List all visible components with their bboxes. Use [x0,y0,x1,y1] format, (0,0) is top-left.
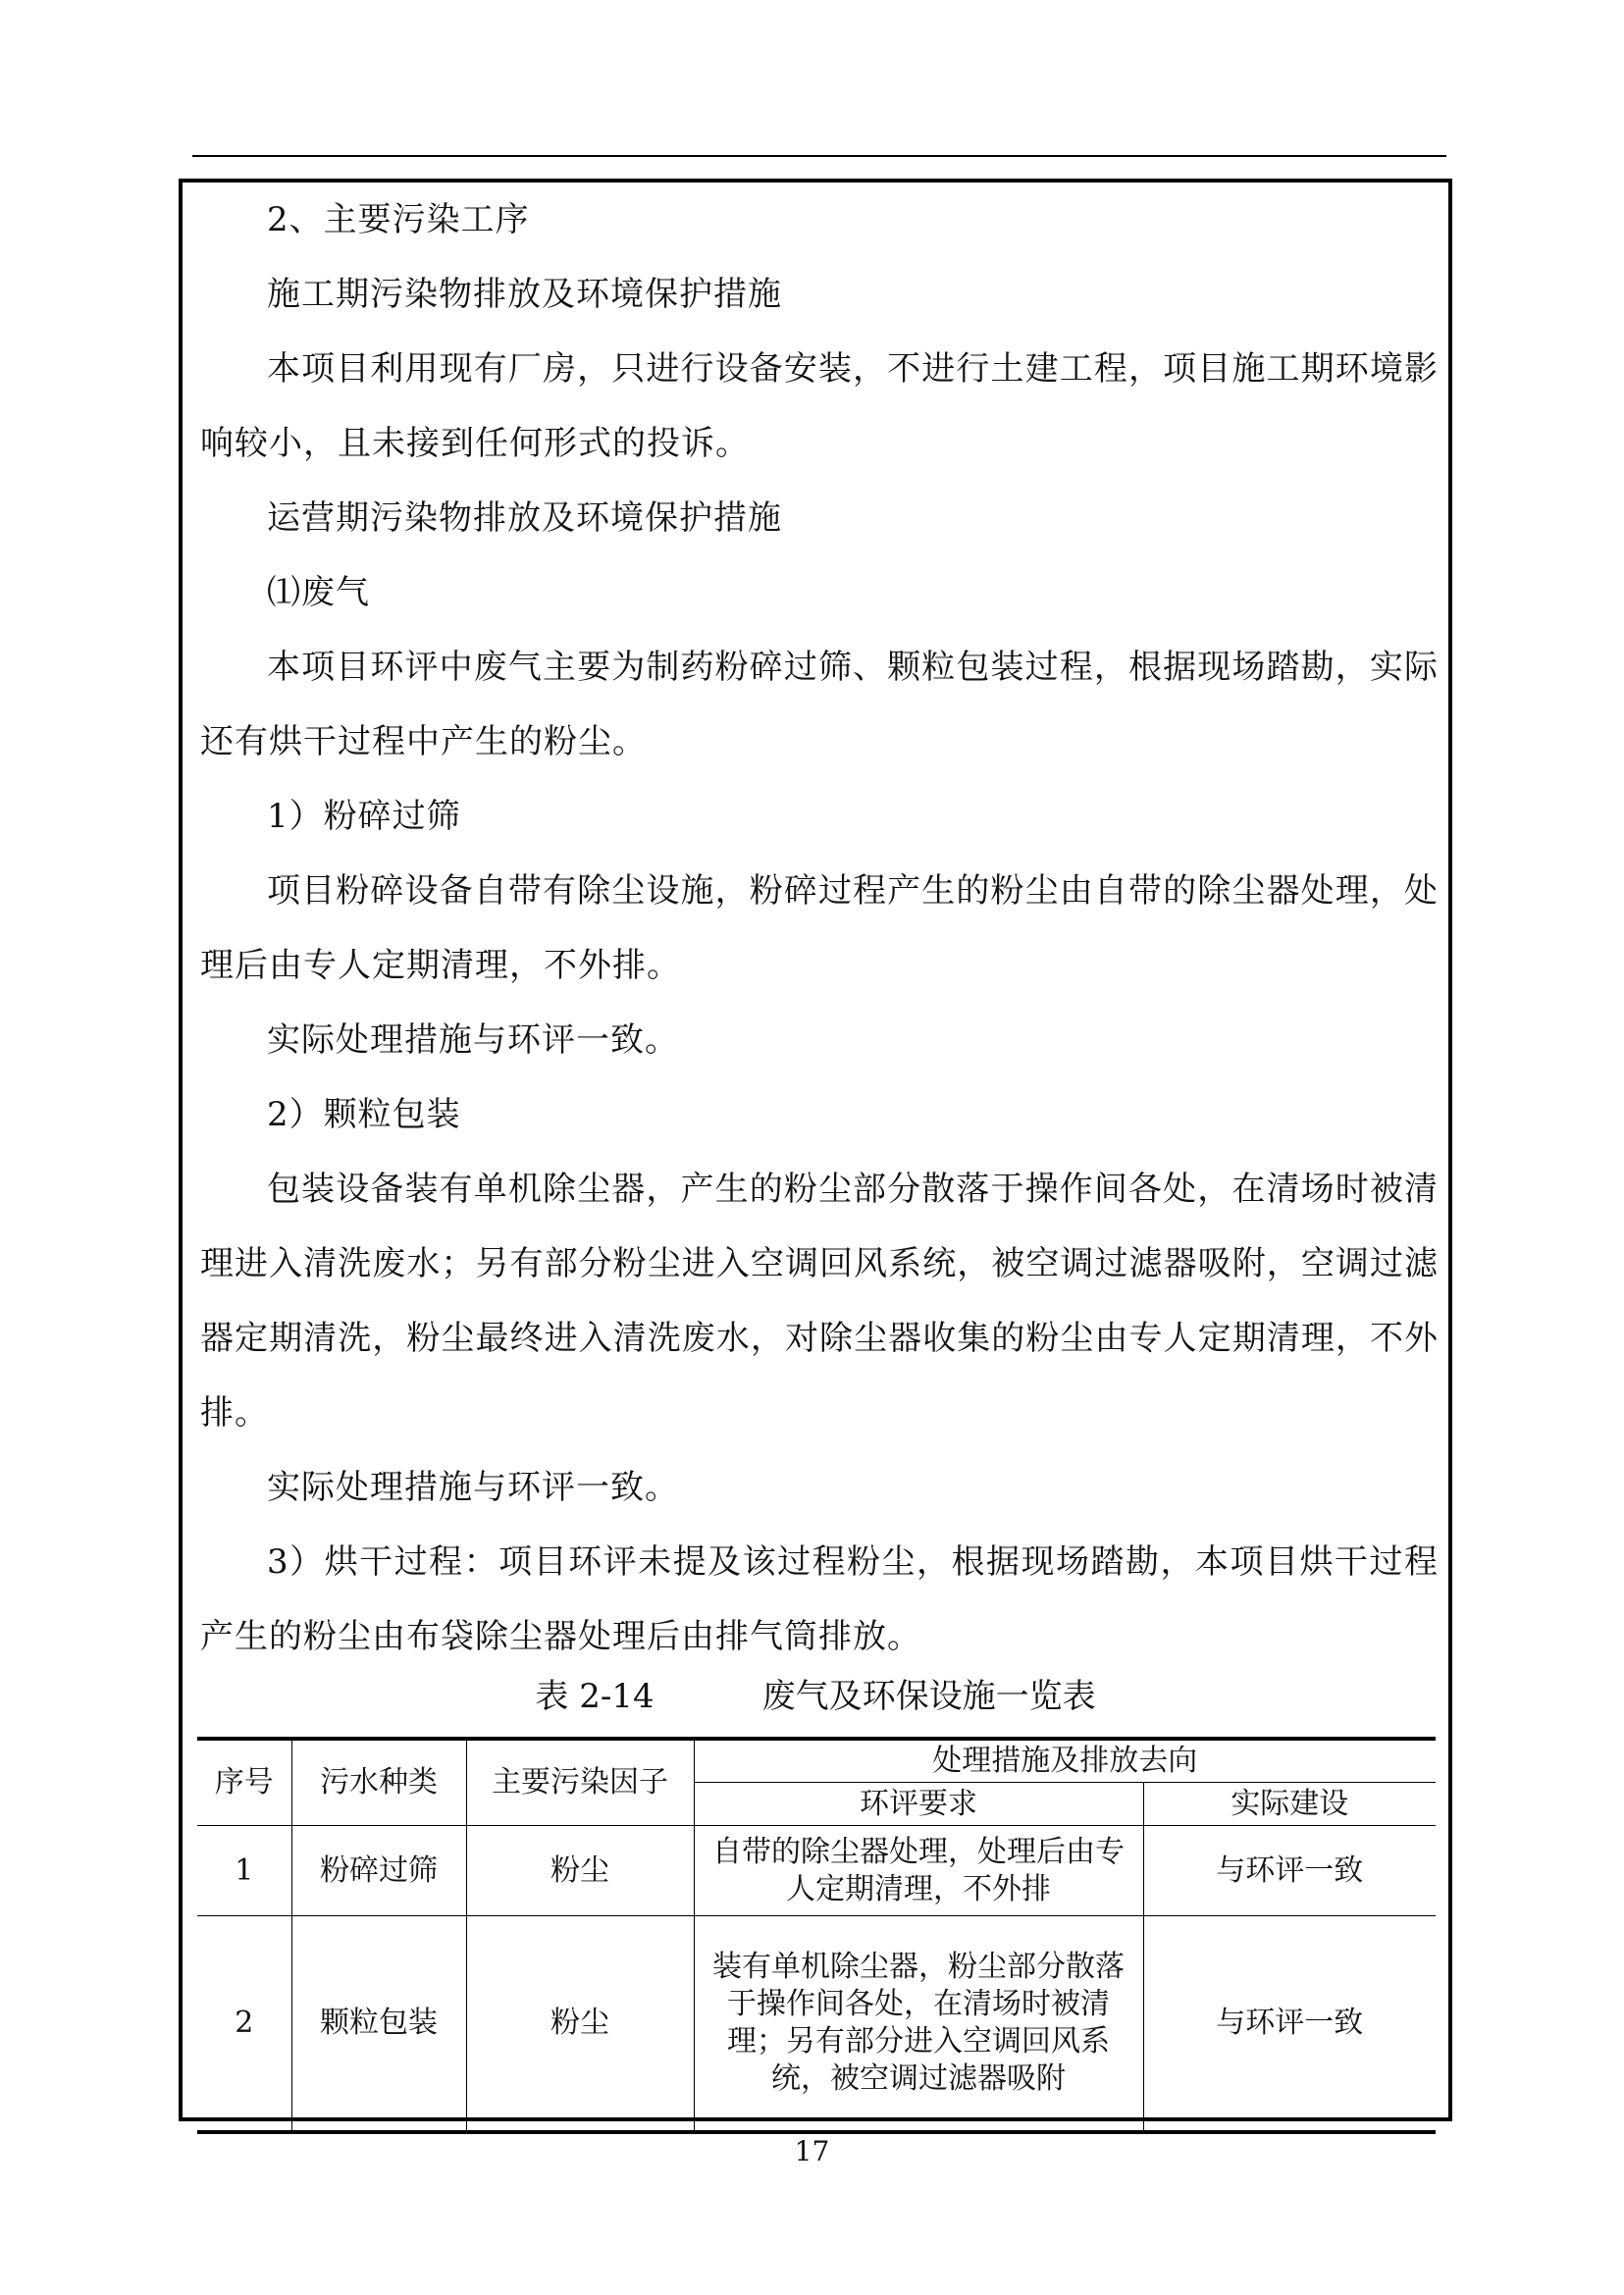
subheading-operation: 运营期污染物排放及环境保护措施 [267,498,782,538]
table-caption [183,1672,1448,1721]
table-title: 废气及环保设施一览表 [761,1677,1096,1716]
body-text [200,183,1439,1674]
paragraph-packaging: 包装设备装有单机除尘器，产生的粉尘部分散落于操作间各处，在清场时被清理进入清洗废水；另有部分粉尘进入空调回风系统，被空调过滤器吸附，空调过滤器定期清洗，粉尘最终进入清洗废水，对除尘器收集的粉尘由专人定期清理，不外排。 [200,1170,1439,1433]
item-heading-packaging: 2）颗粒包装 [267,1095,461,1134]
header-measures: 处理措施及排放去向 [694,1739,1436,1783]
header-type: 污水种类 [291,1739,466,1826]
item-heading-crushing: 1）粉碎过筛 [267,797,461,836]
subheading-construction: 施工期污染物排放及环境保护措施 [267,275,782,314]
paragraph-construction: 本项目利用现有厂房，只进行设备安装，不进行土建工程，项目施工期环境影响较小，且未接到任何形式的投诉。 [200,349,1439,463]
page-number: 17 [794,2135,830,2167]
cell-actual: 与环评一致 [1143,1916,1436,2132]
header-actual: 实际建设 [1143,1783,1436,1826]
content-frame [179,179,1452,2121]
paragraph-packaging-conclusion: 实际处理措施与环评一致。 [267,1468,679,1507]
table-row [197,1916,1436,2132]
cell-actual: 与环评一致 [1143,1826,1436,1916]
table-header-row [197,1739,1436,1783]
section-heading: 2、主要污染工序 [267,200,530,239]
cell-factor: 粉尘 [466,1916,694,2132]
cell-seq: 1 [197,1826,291,1916]
paragraph-drying: 3）烘干过程：项目环评未提及该过程粉尘，根据现场踏勘，本项目烘干过程产生的粉尘由布袋除尘器处理后由排气筒排放。 [200,1542,1439,1656]
header-eia: 环评要求 [694,1783,1143,1826]
subheading-exhaust: ⑴废气 [267,573,370,612]
cell-factor: 粉尘 [466,1826,694,1916]
cell-type: 粉碎过筛 [291,1826,466,1916]
exhaust-facilities-table [197,1737,1436,2134]
cell-eia: 自带的除尘器处理，处理后由专人定期清理，不外排 [694,1826,1143,1916]
paragraph-crushing: 项目粉碎设备自带有除尘设施，粉碎过程产生的粉尘由自带的除尘器处理，处理后由专人定期清理，不外排。 [200,871,1439,985]
header-rule [192,155,1446,157]
table-number: 表 2-14 [535,1677,655,1716]
header-seq: 序号 [197,1739,291,1826]
header-factor: 主要污染因子 [466,1739,694,1826]
cell-eia: 装有单机除尘器，粉尘部分散落于操作间各处，在清场时被清理；另有部分进入空调回风系统，被空调过滤器吸附 [694,1916,1143,2132]
cell-seq: 2 [197,1916,291,2132]
paragraph-exhaust-intro: 本项目环评中废气主要为制药粉碎过筛、颗粒包装过程，根据现场踏勘，实际还有烘干过程中产生的粉尘。 [200,648,1439,761]
cell-type: 颗粒包装 [291,1916,466,2132]
table-row [197,1826,1436,1916]
paragraph-crushing-conclusion: 实际处理措施与环评一致。 [267,1020,679,1060]
